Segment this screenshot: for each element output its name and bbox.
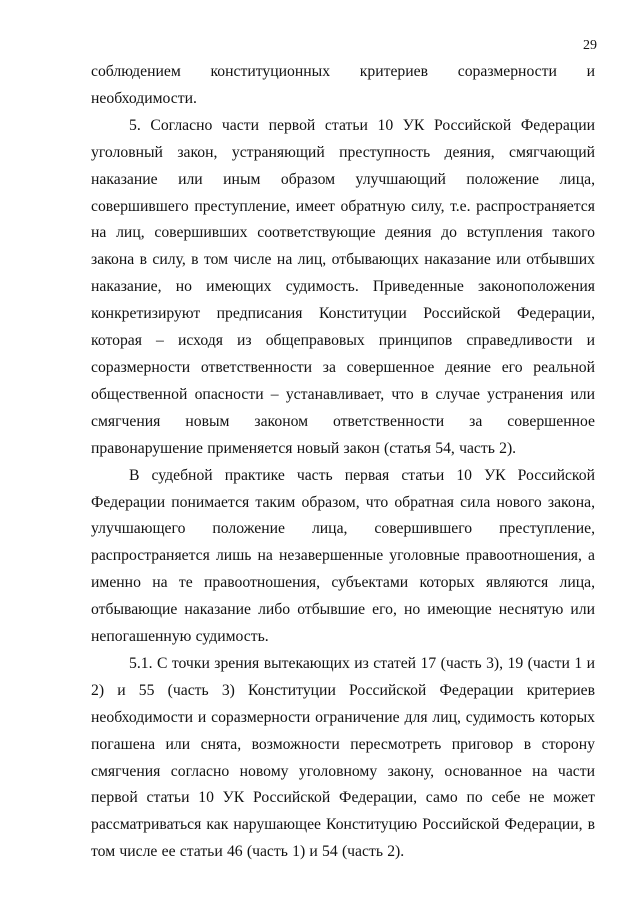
- paragraph-continuation: соблюдением конституционных критериев соразмерности и необходимости.: [91, 63, 595, 107]
- page-number: 29: [583, 38, 597, 53]
- paragraph-5-1: 5.1. С точки зрения вытекающих из статей 17 (часть 3), 19 (части 1 и 2) и 55 (часть 3) Конституции Российской Федерации критериев необходимости и соразмерности ограничение для лиц, судимость которых погашена или снята, возможности пересмотреть приговор в сторону смягчения согласно новому уголовному закону, основанное на части первой статьи 10 УК Российской Федерации, само по себе не может рассматриваться как нарушающее Конституцию Российской Федерации, в том числе ее статьи 46 (часть 1) и 54 (часть 2).: [91, 654, 595, 861]
- paragraph-judicial-practice: В судебной практике часть первая статьи 10 УК Российской Федерации понимается таким образом, что обратная сила нового закона, улучшающего положение лица, совершившего преступление, распространяется лишь на незавершенные уголовные правоотношения, а именно на те правоотношения, субъектами которых являются лица, отбывающие наказание либо отбывшие его, но имеющие неснятую или непогашенную судимость.: [91, 466, 595, 646]
- document-body: [91, 59, 595, 866]
- paragraph-5: 5. Согласно части первой статьи 10 УК Российской Федерации уголовный закон, устраняющий преступность деяния, смягчающий наказание или иным образом улучшающий положение лица, совершившего преступление, имеет обратную силу, т.е. распространяется на лиц, совершивших соответствующие деяния до вступления такого закона в силу, в том числе на лиц, отбывающих наказание или отбывших наказание, но имеющих судимость. Приведенные законоположения конкретизируют предписания Конституции Российской Федерации, которая – исходя из общеправовых принципов справедливости и соразмерности ответственности за совершенное деяние его реальной общественной опасности – устанавливает, что в случае устранения или смягчения новым законом ответственности за совершенное правонарушение применяется новый закон (статья 54, часть 2).: [91, 116, 595, 457]
